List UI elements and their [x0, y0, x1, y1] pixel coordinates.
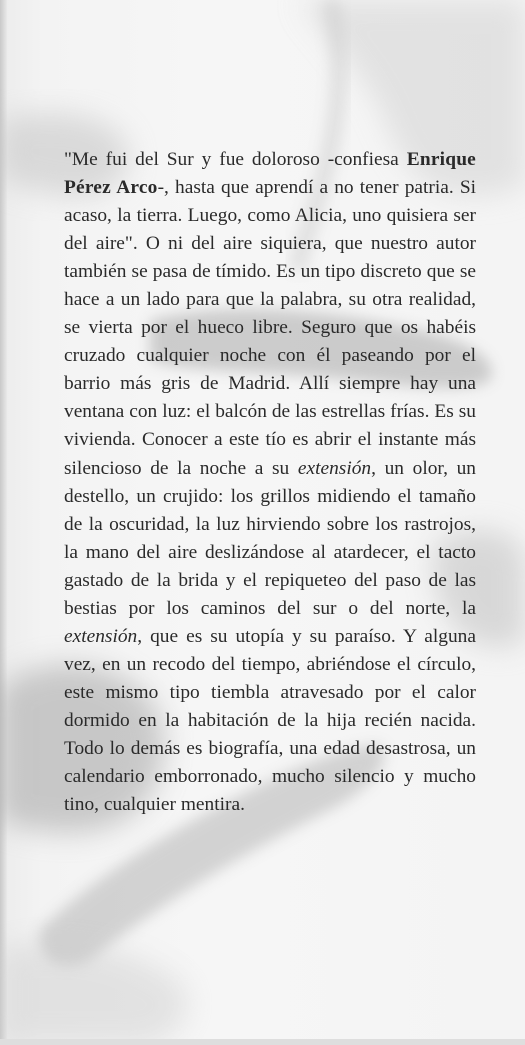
text-segment-closing: , que es su utopía y su paraíso. Y alguna vez, en un recodo del tiempo, abriéndose el círculo, este mismo tipo tiembla atravesado por el calor dormido en la habitación de la hija recién nacida. Todo lo demás es biografía, una edad desastrosa, un calendario emborronado, mucho silencio y mucho tino, cualquier mentira.	[64, 625, 476, 816]
italic-term-extension-1: extensión	[297, 457, 372, 479]
italic-term-extension-2: extensión	[64, 625, 138, 647]
page-bottom-edge	[0, 1039, 525, 1045]
ink-wash-stroke-bottom	[0, 943, 187, 1045]
author-name: Enrique Pérez Arco	[64, 149, 476, 199]
text-segment-body-1: -, hasta que aprendí a no tener patria. Si acaso, la tierra. Luego, como Alicia, uno quisiera ser del aire". O ni del aire siquiera, que nuestro autor también se pasa de tímido. Es un tipo discreto que se hace a un lado para que la palabra, su otra realidad, se vierta por el hueco libre. Seguro que os habéis cruzado cualquier noche con él paseando por el barrio más gris de Madrid. Allí siempre hay una ventana con luz: el balcón de las estrellas frías. Es su vivienda. Conocer a este tío es abrir el instante más silencioso de la noche a su	[64, 177, 477, 479]
text-segment-body-2: , un olor, un destello, un crujido: los grillos midiendo el tamaño de la oscuridad, la luz hirviendo sobre los rastrojos, la mano del aire deslizándose al atardecer, el tacto gastado de la brida y el repiqueteo del paso de las bestias por los caminos del sur o del norte, la	[64, 457, 476, 619]
author-bio-paragraph	[64, 146, 476, 819]
text-segment-opening: "Me fui del Sur y fue doloroso -confiesa	[64, 149, 407, 170]
